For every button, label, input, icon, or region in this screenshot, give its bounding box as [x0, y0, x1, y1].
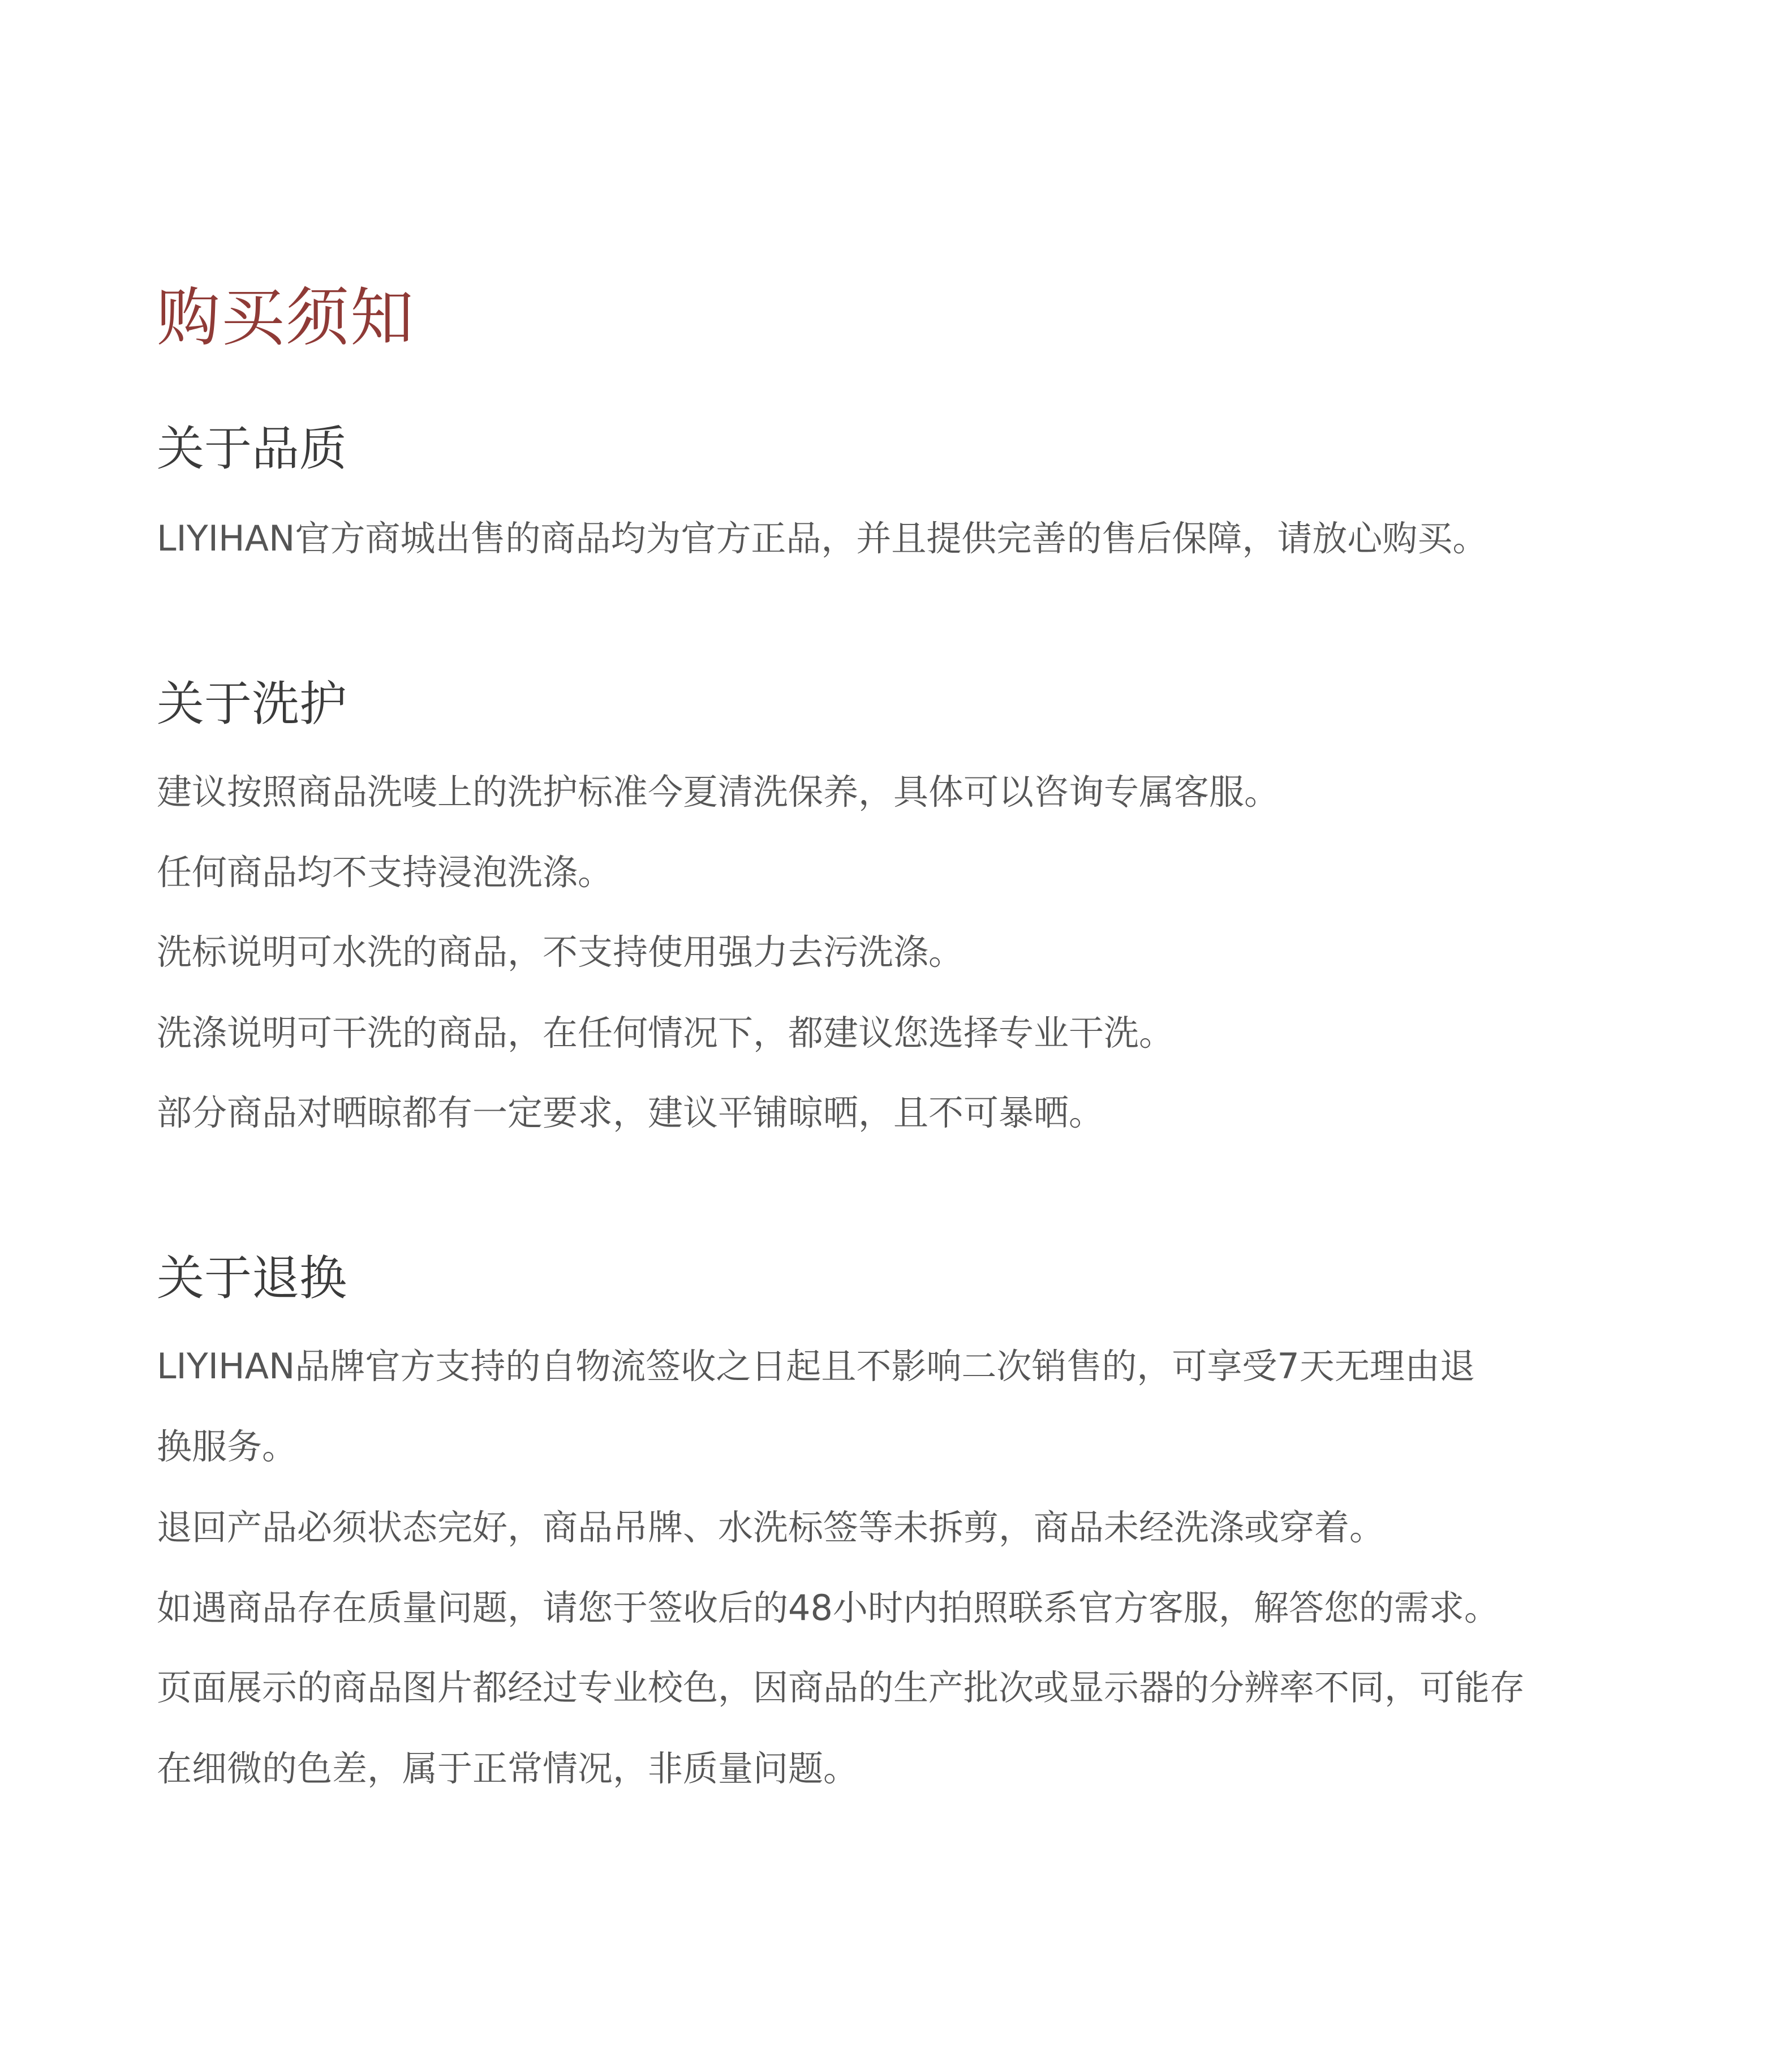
returns-line-6: 在细微的色差，属于正常情况，非质量问题。	[157, 1748, 859, 1789]
page-title: 购买须知	[157, 281, 415, 355]
care-line-1: 建议按照商品洗唛上的洗护标准今夏清洗保养，具体可以咨询专属客服。	[157, 771, 1280, 813]
section-heading-quality: 关于品质	[157, 421, 347, 476]
quality-line-1: LIYIHAN官方商城出售的商品均为官方正品，并且提供完善的售后保障，请放心购买。	[157, 518, 1488, 559]
care-line-3: 洗标说明可水洗的商品，不支持使用强力去污洗涤。	[157, 931, 964, 973]
care-line-2: 任何商品均不支持浸泡洗涤。	[157, 852, 613, 893]
section-heading-care: 关于洗护	[157, 676, 347, 732]
returns-line-4: 如遇商品存在质量问题，请您于签收后的48小时内拍照联系官方客服，解答您的需求。	[157, 1587, 1499, 1628]
section-heading-returns: 关于退换	[157, 1250, 347, 1306]
care-line-5: 部分商品对晒晾都有一定要求，建议平铺晾晒，且不可暴晒。	[157, 1092, 1104, 1133]
returns-line-2: 换服务。	[157, 1426, 298, 1467]
care-line-4: 洗涤说明可干洗的商品，在任何情况下，都建议您选择专业干洗。	[157, 1012, 1175, 1054]
returns-line-1: LIYIHAN品牌官方支持的自物流签收之日起且不影响二次销售的，可享受7天无理由退	[157, 1345, 1475, 1387]
returns-line-3: 退回产品必须状态完好，商品吊牌、水洗标签等未拆剪，商品未经洗涤或穿着。	[157, 1507, 1385, 1548]
returns-line-5: 页面展示的商品图片都经过专业校色，因商品的生产批次或显示器的分辨率不同，可能存	[157, 1667, 1525, 1708]
